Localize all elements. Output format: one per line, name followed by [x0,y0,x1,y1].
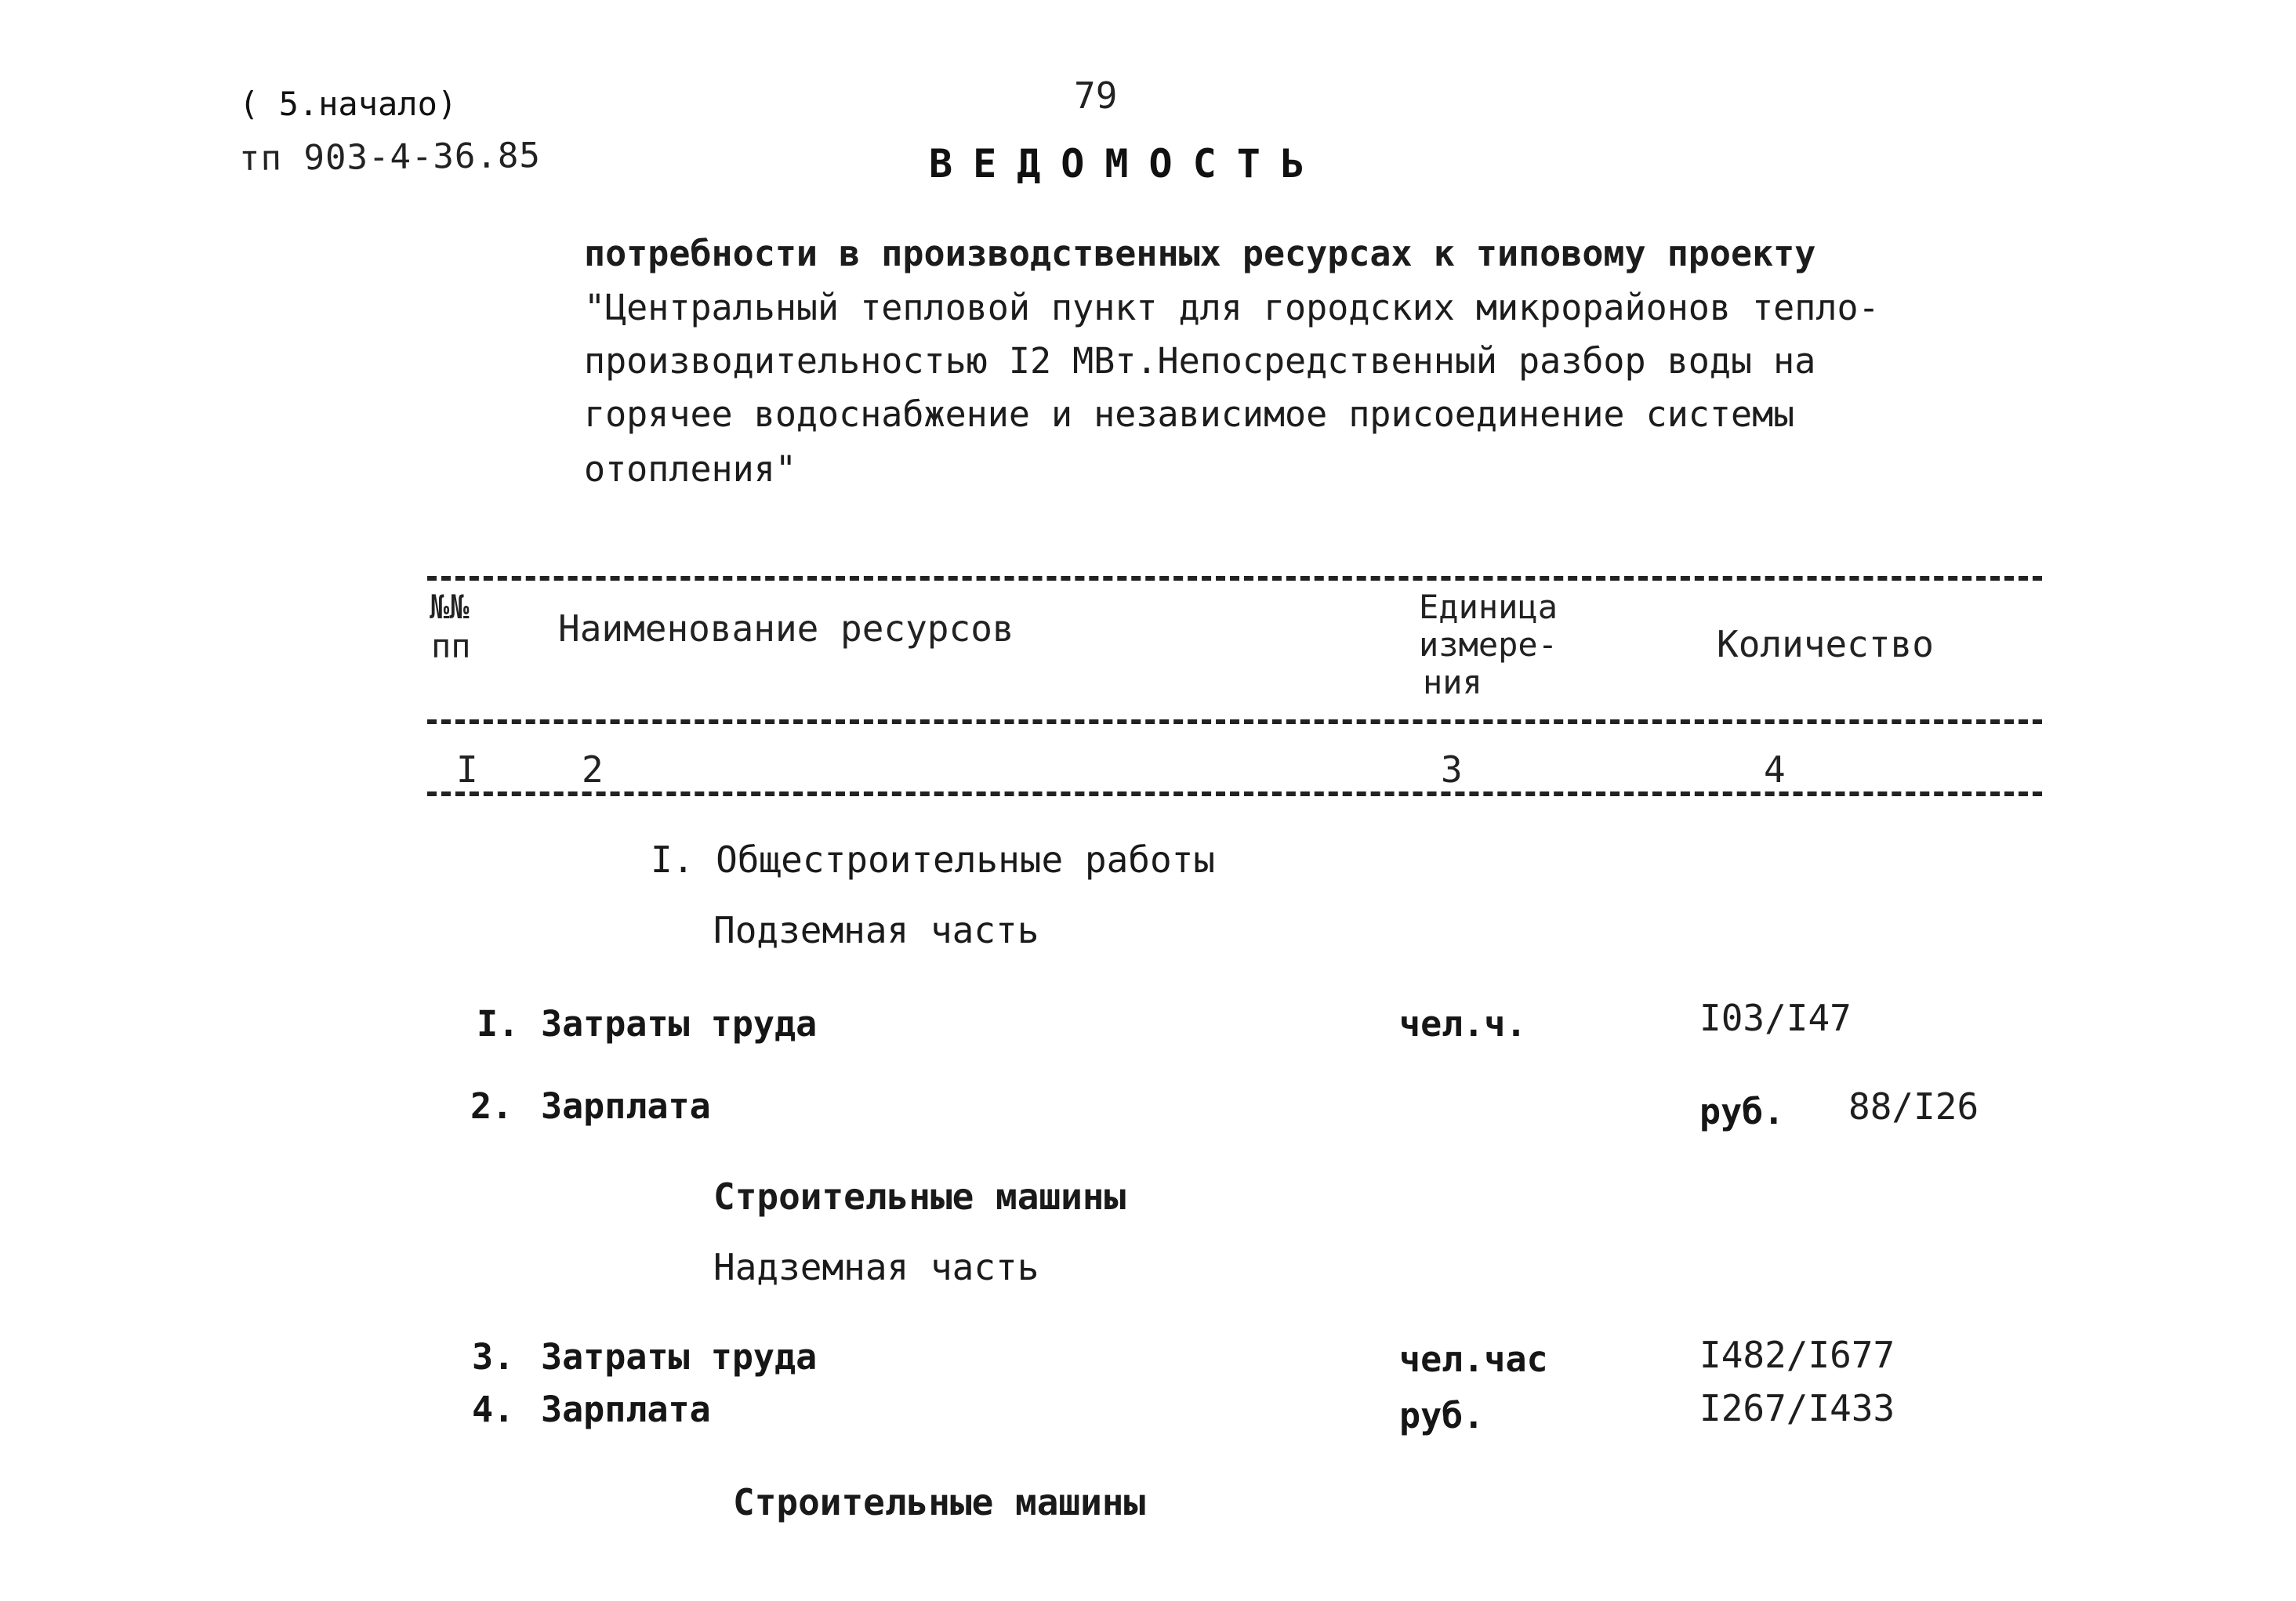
row-4-number: 4. [472,1389,515,1430]
header-number-line1: №№ [430,588,470,626]
row-2-quantity: 88/I26 [1848,1085,1979,1128]
row-1-unit: чел.ч. [1399,1003,1527,1045]
header-resource-name: Наименование ресурсов [558,607,1014,650]
construction-machines-underground: Строительные машины [713,1175,1126,1218]
subsection-underground: Подземная часть [713,909,1039,951]
row-1-quantity: I03/I47 [1699,997,1852,1039]
intro-line-3: производительностью I2 МВт.Непосредственный разбор воды на [584,340,1816,382]
row-4-unit: руб. [1399,1395,1485,1436]
column-number-2: 2 [582,748,604,791]
intro-line-4: горячее водоснабжение и независимое присоединение системы [584,393,1795,435]
column-number-3: 3 [1441,748,1463,791]
intro-line-5: отопления" [584,448,796,490]
header-unit-line3: ния [1423,663,1482,701]
table-top-rule [427,576,2042,581]
row-3-quantity: I482/I677 [1699,1334,1895,1376]
document-title: ВЕДОМОСТЬ [929,141,1325,187]
section-title: I. Общестроительные работы [651,839,1216,881]
column-number-1: I [456,748,478,791]
row-2-name: Зарплата [541,1085,711,1127]
row-1-number: I. [477,1003,520,1045]
project-code: тп 903-4-36.85 [238,135,542,179]
header-unit-line1: Единица [1419,588,1558,626]
column-numbers-rule [427,791,2042,796]
row-2-number: 2. [470,1085,513,1127]
column-number-4: 4 [1764,748,1786,791]
row-1-name: Затраты труда [541,1003,818,1045]
header-quantity: Количество [1717,623,1934,665]
header-number-line2: пп [431,627,471,665]
table-header-bottom-rule [427,719,2042,724]
row-3-unit: чел.час [1399,1338,1548,1380]
page-number: 79 [1074,74,1118,117]
intro-line-2: "Центральный тепловой пункт для городских микрорайонов тепло- [584,287,1880,328]
row-2-unit: руб. [1699,1091,1785,1132]
row-4-name: Зарплата [541,1389,711,1430]
part-label: ( 5.начало) [239,85,458,123]
row-3-name: Затраты труда [541,1336,818,1378]
intro-line-1: потребности в производственных ресурсах к типовому проекту [584,233,1816,274]
row-4-quantity: I267/I433 [1699,1387,1895,1429]
header-unit-line2: измере- [1419,625,1558,664]
subsection-aboveground: Надземная часть [713,1246,1039,1288]
row-3-number: 3. [472,1336,515,1378]
construction-machines-aboveground: Строительные машины [733,1481,1146,1523]
